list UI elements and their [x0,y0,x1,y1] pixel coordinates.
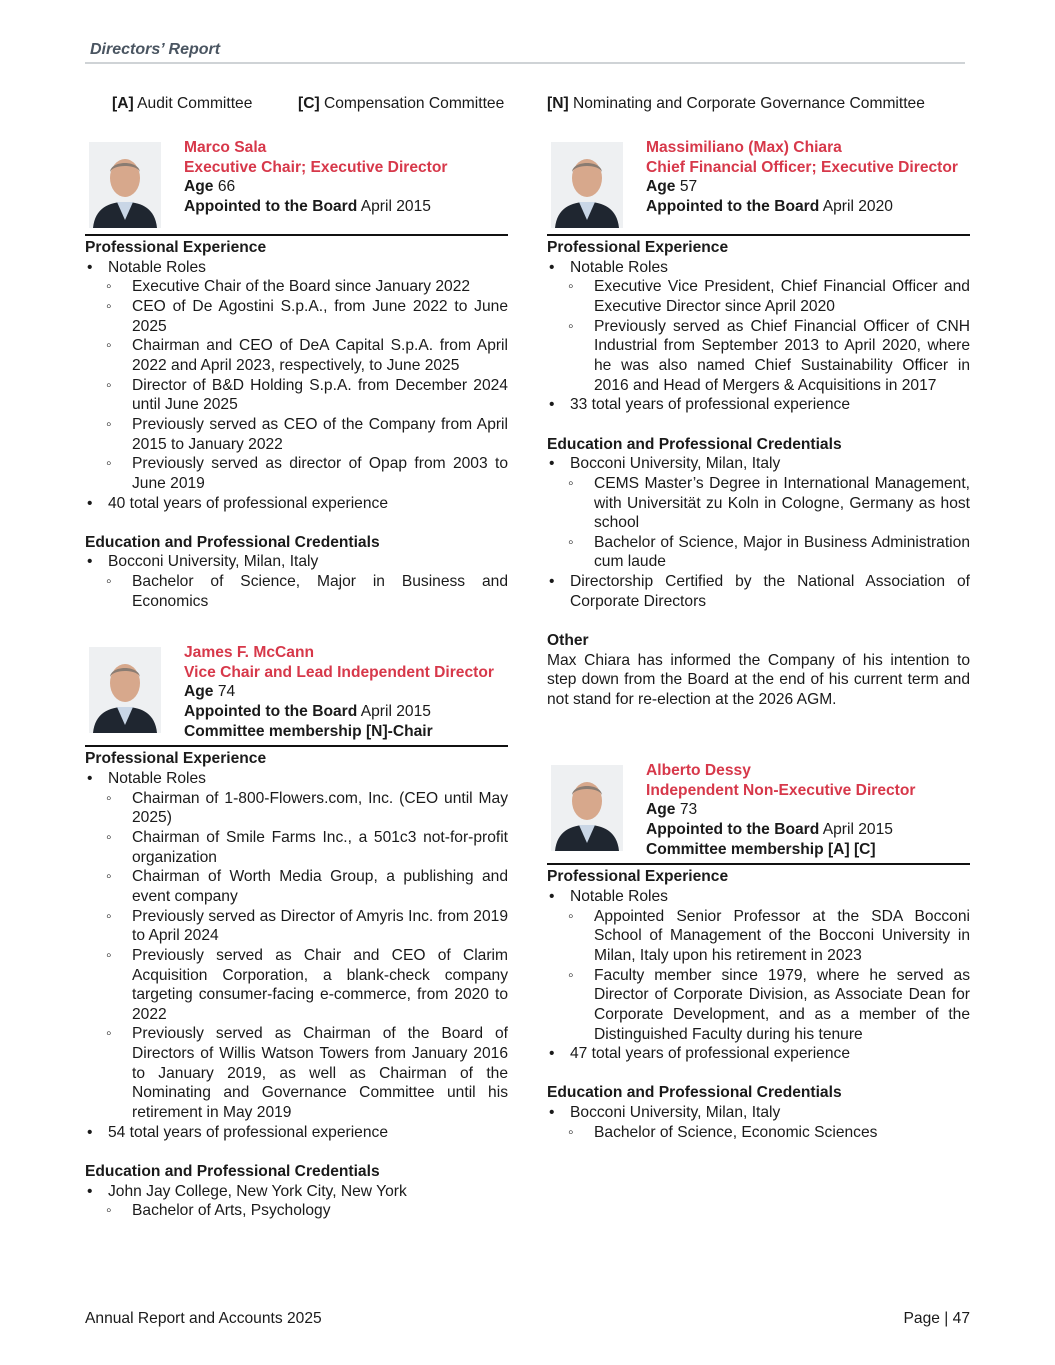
profile-section [547,1083,970,1142]
section-heading: Professional Experience [547,239,729,256]
bullet-item: • Notable Roles [85,769,508,789]
director-profile [547,138,970,729]
profile-section [85,238,508,513]
sub-bullet-item: ◦ Previously served as Director of Amyris Inc. from 2019 to April 2024 [85,907,508,946]
legend-label: Compensation Committee [324,95,505,112]
sub-bullet-item: ◦ Previously served as director of Opap from 2003 to June 2019 [85,454,508,493]
section-heading: Education and Professional Credentials [547,435,842,453]
legend-label: Audit Committee [137,95,253,112]
sub-bullet-item: ◦ Previously served as Chief Financial Officer of CNH Industrial from September 2013 to April 2020, where he was also named Chief Sustainability Officer in 2016 and Head of Mergers & Acquisitions in 2017 [547,317,970,396]
director-committee [646,840,970,860]
director-appointed [184,702,508,722]
committee-value: [A] [C] [827,840,876,858]
section-header: Directors’ Report [90,41,221,58]
section-heading: Professional Experience [547,868,729,886]
sub-bullet-item: ◦ Faculty member since 1979, where he served as Director of Corporate Division, as Associate Dean for Corporate Development, and as a member of the Distinguished Faculty during his tenure [547,966,970,1045]
legend-code: [A] [112,95,134,112]
age-value: 74 [217,683,236,701]
appointed-value: April 2015 [822,820,893,838]
director-name: Alberto Dessy [646,762,751,779]
committee-label: Committee membership [646,840,824,858]
age-value: 57 [679,178,698,196]
bullet-item: • Directorship Certified by the National Association of Corporate Directors [547,572,970,611]
sub-bullet-item: ◦ Previously served as Chair and CEO of Clarim Acquisition Corporation, a blank-check company targeting consumer-facing e-commerce, from 2020 to 2022 [85,946,508,1025]
age-value: 73 [679,801,698,819]
director-role: Independent Non-Executive Director [646,781,916,799]
director-age [184,177,508,197]
sub-bullet-item: ◦ Appointed Senior Professor at the SDA Bocconi School of Management of the Bocconi University in Milan, Italy upon his retirement in 2023 [547,907,970,966]
divider [547,863,970,865]
director-appointed [646,820,970,840]
section-heading: Professional Experience [85,750,267,768]
sub-bullet-item: ◦ Executive Vice President, Chief Financial Officer and Executive Director since April 2020 [547,277,970,316]
director-age [646,800,970,820]
age-value: 66 [217,178,236,196]
legend-label: Nominating and Corporate Governance Committee [573,95,925,112]
director-profile [547,761,970,1162]
director-name: Massimiliano (Max) Chiara [646,139,842,156]
director-header [85,643,508,741]
legend-nominating [547,94,925,114]
footer-title: Annual Report and Accounts 2025 [85,1310,322,1327]
legend-code: [N] [547,95,569,112]
director-role: Vice Chair and Lead Independent Director [184,663,494,681]
sub-bullet-item: ◦ Chairman of 1-800-Flowers.com, Inc. (CEO until May 2025) [85,789,508,828]
bullet-item: • 40 total years of professional experience [85,494,508,514]
sub-bullet-item: ◦ CEMS Master’s Degree in International Management, with Universität zu Koln in Cologne, Germany as host school [547,474,970,533]
divider [85,745,508,747]
legend-compensation [298,94,504,114]
director-appointed [646,197,970,217]
sub-bullet-item: ◦ CEO of De Agostini S.p.A., from June 2022 to June 2025 [85,297,508,336]
bullet-item: • Bocconi University, Milan, Italy [547,454,970,474]
director-photo [89,647,161,733]
sub-bullet-item: ◦ Bachelor of Science, Major in Business and Economics [85,572,508,611]
director-header [547,761,970,859]
age-label: Age [646,801,676,819]
bullet-item: • Bocconi University, Milan, Italy [547,1103,970,1123]
bullet-item: • 33 total years of professional experience [547,395,970,415]
section-paragraph: Max Chiara has informed the Company of his intention to step down from the Board at the end of his current term and not stand for re-election at the 2026 AGM. [547,651,970,709]
section-heading: Education and Professional Credentials [85,533,380,551]
director-photo [89,142,161,228]
bullet-item: • 47 total years of professional experience [547,1044,970,1064]
section-heading: Education and Professional Credentials [547,1084,842,1102]
appointed-label: Appointed to the Board [646,197,820,215]
director-header [547,138,970,230]
committee-label: Committee membership [184,722,362,740]
sub-bullet-item: ◦ Executive Chair of the Board since January 2022 [85,277,508,297]
director-name: Marco Sala [184,139,267,156]
bullet-item: • Notable Roles [547,887,970,907]
sub-bullet-item: ◦ Previously served as Chairman of the Board of Directors of Willis Watson Towers from January 2016 to January 2019, as well as Chairman of the Nominating and Governance Committee until his retirement in May 2019 [85,1024,508,1122]
appointed-value: April 2015 [360,702,431,720]
bullet-item: • Bocconi University, Milan, Italy [85,552,508,572]
profile-section [85,533,508,612]
sub-bullet-item: ◦ Chairman and CEO of DeA Capital S.p.A. from April 2022 and April 2023, respectively, to June 2025 [85,336,508,375]
director-age [646,177,970,197]
appointed-value: April 2020 [822,197,893,215]
sub-bullet-item: ◦ Bachelor of Science, Economic Sciences [547,1123,970,1143]
legend-code: [C] [298,95,320,112]
divider [85,234,508,236]
profile-section [85,1162,508,1221]
section-heading: Professional Experience [85,239,267,256]
section-heading: Other [547,632,589,650]
sub-bullet-item: ◦ Director of B&D Holding S.p.A. from December 2024 until June 2025 [85,376,508,415]
director-committee [184,722,508,742]
director-profile [85,138,508,631]
profile-section [547,867,970,1064]
director-appointed [184,197,508,217]
sub-bullet-item: ◦ Chairman of Smile Farms Inc., a 501c3 not-for-profit organization [85,828,508,867]
age-label: Age [184,178,214,196]
divider [547,234,970,236]
director-profile [85,643,508,1241]
header-divider [85,62,965,64]
bullet-item: • 54 total years of professional experience [85,1123,508,1143]
bullet-item: • John Jay College, New York City, New York [85,1182,508,1202]
appointed-label: Appointed to the Board [184,197,358,215]
bullet-item: • Notable Roles [547,258,970,278]
sub-bullet-item: ◦ Bachelor of Science, Major in Business Administration cum laude [547,533,970,572]
director-role: Chief Financial Officer; Executive Director [646,158,958,176]
director-role: Executive Chair; Executive Director [184,158,448,176]
director-header [85,138,508,230]
appointed-value: April 2015 [360,197,431,215]
committee-legend [0,94,1055,114]
director-photo [551,142,623,228]
age-label: Age [646,178,676,196]
page-number: Page | 47 [903,1310,970,1327]
sub-bullet-item: ◦ Previously served as CEO of the Company from April 2015 to January 2022 [85,415,508,454]
sub-bullet-item: ◦ Bachelor of Arts, Psychology [85,1201,508,1221]
section-heading: Education and Professional Credentials [85,1163,380,1181]
sub-bullet-item: ◦ Chairman of Worth Media Group, a publishing and event company [85,867,508,906]
legend-audit [112,94,252,114]
profile-section [85,749,508,1142]
age-label: Age [184,683,214,701]
profile-section [547,238,970,415]
appointed-label: Appointed to the Board [184,702,358,720]
director-name: James F. McCann [184,644,314,661]
director-photo [551,765,623,851]
appointed-label: Appointed to the Board [646,820,820,838]
committee-value: [N]-Chair [365,722,433,740]
bullet-item: • Notable Roles [85,258,508,278]
profile-section [547,435,970,612]
director-age [184,682,508,702]
profile-section [547,631,970,710]
